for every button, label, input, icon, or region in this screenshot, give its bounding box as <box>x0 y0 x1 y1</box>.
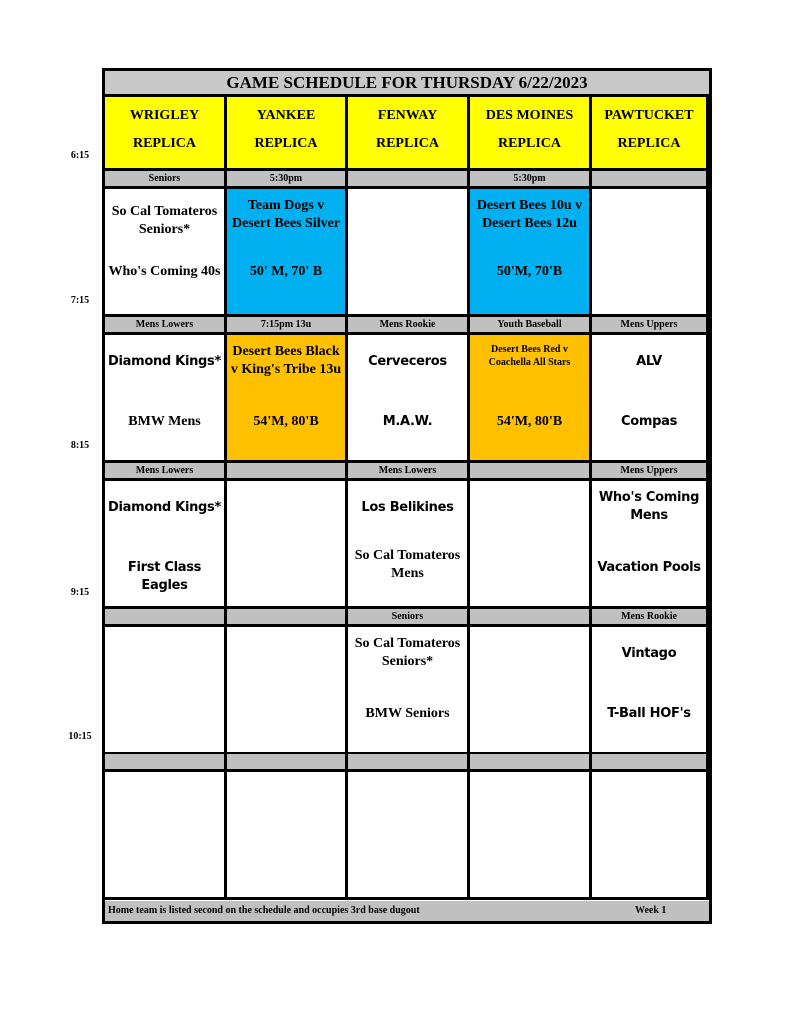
game-cell <box>105 189 227 317</box>
team-bottom: Who's Coming 40s <box>108 264 221 279</box>
game-cell <box>227 627 348 755</box>
field-header <box>348 97 470 171</box>
field-subtitle: REPLICA <box>375 136 439 151</box>
team-bottom: So Cal Tomateros Mens <box>354 548 461 581</box>
game-cell <box>470 189 592 317</box>
field-name: FENWAY <box>377 108 438 123</box>
team-top: Desert Bees Black v King's Tribe 13u <box>230 344 342 377</box>
game-cell <box>105 772 227 900</box>
field-header <box>470 97 592 171</box>
team-bottom: BMW Seniors <box>365 706 450 721</box>
division-band <box>348 754 470 772</box>
division-band: Seniors <box>105 171 227 189</box>
team-top: So Cal Tomateros Seniors* <box>354 636 461 669</box>
division-band: Mens Lowers <box>348 463 470 481</box>
field-subtitle: REPLICA <box>254 136 318 151</box>
time-label: 7:15 <box>70 295 90 306</box>
game-cell <box>105 627 227 755</box>
field-name: WRIGLEY <box>129 108 200 123</box>
team-bottom: T-Ball HOF's <box>607 706 691 721</box>
team-top: Team Dogs v Desert Bees Silver <box>231 198 341 231</box>
game-cell <box>470 335 592 463</box>
team-bottom: 54'M, 80'B <box>496 414 563 429</box>
division-band: 7:15pm 13u <box>227 317 348 335</box>
time-label: 9:15 <box>70 587 90 598</box>
game-cell <box>592 189 709 317</box>
game-cell <box>470 627 592 755</box>
game-cell <box>470 772 592 900</box>
game-cell <box>470 481 592 609</box>
field-subtitle: REPLICA <box>617 136 681 151</box>
footer <box>105 901 709 921</box>
division-band: Mens Rookie <box>348 317 470 335</box>
game-cell <box>592 772 709 900</box>
game-cell <box>105 335 227 463</box>
division-band: 5:30pm <box>227 171 348 189</box>
time-label: 6:15 <box>70 150 90 161</box>
game-cell <box>348 627 470 755</box>
game-cell <box>227 772 348 900</box>
team-bottom: First Class Eagles <box>127 560 202 593</box>
division-band <box>592 171 709 189</box>
schedule-sheet <box>102 68 712 924</box>
division-band <box>105 754 227 772</box>
division-band: Seniors <box>348 609 470 627</box>
division-band: Mens Lowers <box>105 463 227 481</box>
division-band: Mens Rookie <box>592 609 709 627</box>
division-band <box>470 463 592 481</box>
team-top: Desert Bees 10u v Desert Bees 12u <box>476 198 583 231</box>
field-header <box>105 97 227 171</box>
game-cell <box>592 627 709 755</box>
team-bottom: 54'M, 80'B <box>253 414 319 429</box>
field-header <box>227 97 348 171</box>
division-band <box>227 754 348 772</box>
division-band <box>227 609 348 627</box>
division-band: Mens Uppers <box>592 317 709 335</box>
game-cell <box>227 481 348 609</box>
team-top: Who's Coming Mens <box>598 490 700 523</box>
game-cell <box>348 189 470 317</box>
game-cell <box>348 481 470 609</box>
team-top: ALV <box>636 354 662 369</box>
division-band: Youth Baseball <box>470 317 592 335</box>
division-band: Mens Lowers <box>105 317 227 335</box>
footer-note: Home team is listed second on the schedule and occupies 3rd base dugout <box>108 905 420 916</box>
game-cell <box>592 481 709 609</box>
team-bottom: Vacation Pools <box>597 560 701 575</box>
field-name: DES MOINES <box>485 108 574 123</box>
team-bottom: 50'M, 70'B <box>496 264 563 279</box>
field-subtitle: REPLICA <box>132 136 196 151</box>
field-subtitle: REPLICA <box>497 136 561 151</box>
time-label: 10:15 <box>68 731 92 742</box>
time-label: 8:15 <box>70 440 90 451</box>
team-top: So Cal Tomateros Seniors* <box>111 204 218 237</box>
team-bottom: M.A.W. <box>382 414 433 429</box>
division-band <box>227 463 348 481</box>
team-top: Diamond Kings* <box>107 354 221 369</box>
game-cell <box>227 189 348 317</box>
division-band <box>348 171 470 189</box>
division-band <box>105 609 227 627</box>
division-band <box>470 754 592 772</box>
game-cell <box>105 481 227 609</box>
team-bottom: Compas <box>620 414 678 429</box>
game-cell <box>227 335 348 463</box>
game-cell <box>348 772 470 900</box>
game-cell <box>348 335 470 463</box>
team-top: Desert Bees Red v Coachella All Stars <box>488 344 571 368</box>
division-band: 5:30pm <box>470 171 592 189</box>
team-top: Diamond Kings* <box>107 500 221 515</box>
team-bottom: 50' M, 70' B <box>249 264 323 279</box>
game-cell <box>592 335 709 463</box>
footer-week: Week 1 <box>635 905 667 916</box>
division-band <box>470 609 592 627</box>
team-top: Los Belikines <box>361 500 454 515</box>
division-band: Mens Uppers <box>592 463 709 481</box>
division-band <box>592 754 709 772</box>
schedule-title: GAME SCHEDULE FOR THURSDAY 6/22/2023 <box>105 71 709 97</box>
field-header <box>592 97 709 171</box>
team-top: Cerveceros <box>368 354 447 369</box>
field-name: YANKEE <box>256 108 316 123</box>
team-top: Vintago <box>621 646 677 661</box>
field-name: PAWTUCKET <box>604 108 694 123</box>
team-bottom: BMW Mens <box>128 414 201 429</box>
